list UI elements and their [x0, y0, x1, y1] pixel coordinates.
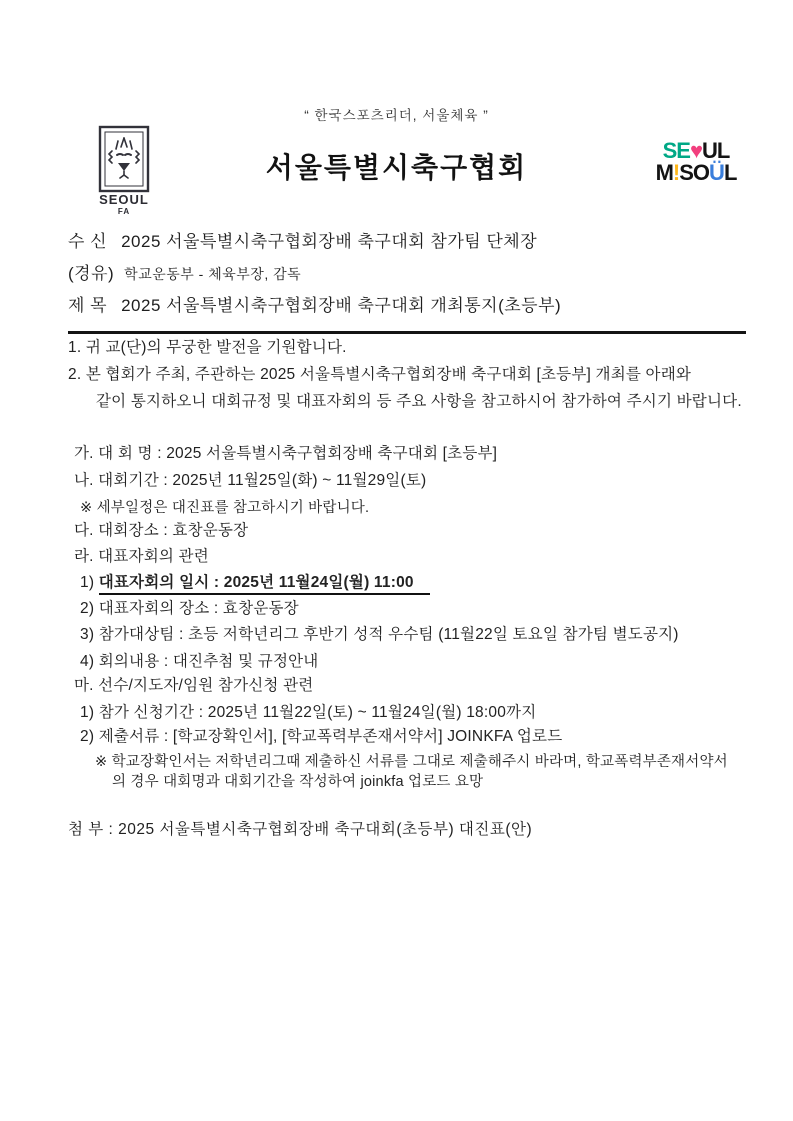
- attachment-line: 첨 부 : 2025 서울특별시축구협회장배 축구대회(초등부) 대진표(안): [68, 821, 533, 838]
- eligible-teams: 3) 참가대상팀 : 초등 저학년리그 후반기 성적 우수팀 (11월22일 토요일 참가팀 별도공지): [80, 626, 679, 643]
- logo-seg: SO: [679, 160, 710, 185]
- rep-meeting-datetime-text: 대표자회의 일시 : 2025년 11월24일(월) 11:00: [99, 574, 430, 595]
- subject-label: 제 목: [68, 296, 108, 315]
- section-rep-meeting: 라. 대표자회의 관련: [74, 548, 209, 565]
- schedule-note: ※ 세부일정은 대진표를 참고하시기 바랍니다.: [80, 500, 370, 516]
- paragraph-2-line1: 2. 본 협회가 주최, 주관하는 2025 서울특별시축구협회장배 축구대회 [초등부] 개최를 아래와: [68, 366, 692, 383]
- registration-period: 1) 참가 신청기간 : 2025년 11월22일(토) ~ 11월24일(월) 18:00까지: [80, 704, 537, 721]
- recipient-to-row: [68, 226, 746, 258]
- recipient-via-row: [68, 258, 746, 290]
- rep-meeting-place: 2) 대표자회의 장소 : 효창운동장: [80, 600, 299, 617]
- logo-seg: UL: [702, 138, 730, 163]
- rep-meeting-datetime: [68, 573, 768, 599]
- seoul-my-soul-line2: [654, 161, 738, 185]
- logo-seg: M: [655, 160, 673, 185]
- section-tournament-name: 가. 대 회 명 : 2025 서울특별시축구협회장배 축구대회 [초등부]: [74, 445, 498, 462]
- required-documents: 2) 제출서류 : [학교장확인서], [학교폭력부존재서약서] JOINKFA 업로드: [80, 728, 563, 745]
- logo-seg: SE: [662, 138, 690, 163]
- via-value: 학교운동부 - 체육부장, 감독: [124, 266, 302, 282]
- documents-note-line1: ※ 학교장확인서는 저학년리그때 제출하신 서류를 그대로 제출해주시 바라며, 학교폭력부존재서약서: [95, 754, 728, 770]
- subject-value: 2025 서울특별시축구협회장배 축구대회 개최통지(초등부): [121, 296, 562, 315]
- documents-note-line2: 의 경우 대회명과 대회기간을 작성하여 joinkfa 업로드 요망: [112, 774, 484, 790]
- paragraph-2-line2: 같이 통지하오니 대회규정 및 대표자회의 등 주요 사항을 참고하시어 참가하여 주시기 바랍니다.: [96, 393, 742, 410]
- section-registration: 마. 선수/지도자/임원 참가신청 관련: [74, 677, 314, 694]
- section-venue: 다. 대회장소 : 효창운동장: [74, 522, 249, 539]
- smiley-u-icon: Ü: [709, 160, 724, 185]
- header-slogan: “ 한국스포츠리더, 서울체육 ”: [304, 108, 489, 123]
- to-value: 2025 서울특별시축구협회장배 축구대회 참가팀 단체장: [121, 232, 538, 251]
- meeting-agenda: 4) 회의내용 : 대진추첨 및 규정안내: [80, 653, 319, 670]
- heart-icon: ♥: [689, 138, 703, 163]
- item-prefix: 1): [80, 574, 95, 591]
- section-tournament-period: 나. 대회기간 : 2025년 11월25일(화) ~ 11월29일(토): [74, 472, 427, 489]
- seoul-my-soul-logo: [654, 139, 738, 185]
- recipient-block: [68, 226, 746, 334]
- recipient-subject-row: [68, 290, 746, 322]
- via-label: (경유): [68, 264, 115, 283]
- to-label: 수 신: [68, 232, 108, 251]
- spacer: [68, 419, 768, 444]
- seoul-fa-logo-sub: FA: [117, 207, 131, 216]
- logo-seg: L: [723, 160, 737, 185]
- seoul-fa-logo-text: SEOUL: [99, 192, 149, 207]
- page-title: 서울특별시축구협회: [265, 152, 528, 183]
- paragraph-1: 1. 귀 교(단)의 무궁한 발전을 기원합니다.: [68, 339, 347, 356]
- exclamation-icon: !: [672, 160, 680, 185]
- spacer: [68, 794, 768, 820]
- document-body: [68, 338, 768, 847]
